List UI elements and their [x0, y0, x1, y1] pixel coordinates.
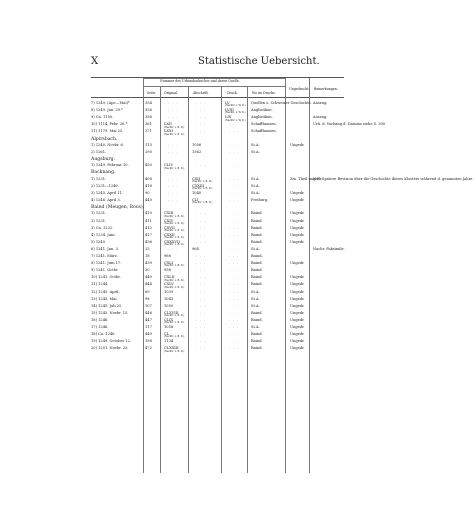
table-row	[91, 282, 345, 289]
row-original: CLIX	[164, 317, 174, 322]
row-page: 361	[145, 122, 152, 127]
row-wo-im-drucke: Baind.	[251, 275, 263, 280]
row-label: 3) 1245. April 11.	[91, 190, 124, 195]
dot-leader: . . .	[229, 339, 239, 344]
row-wo-im-drucke: Baind.	[251, 310, 263, 315]
row-wo-im-drucke: Baind.	[251, 346, 263, 351]
row-ungedruckt: Zm. Theil ungedr.	[290, 176, 323, 181]
row-abschrift: CXXIII	[192, 183, 205, 188]
group-heading-rule	[143, 78, 285, 79]
row-wo-im-drucke: Anglistikon.	[251, 115, 273, 120]
row-wo-im-drucke: St.A.	[251, 246, 260, 251]
dot-leader: . . .	[229, 225, 239, 230]
row-original: 998	[164, 268, 171, 273]
row-source-note: (Nachtr. z. W. D.)	[225, 104, 246, 108]
dot-leader: . . .	[229, 142, 239, 147]
dot-leader: . . .	[229, 332, 239, 337]
row-wo-im-drucke: Schaffhausen.	[251, 129, 277, 134]
row-page: 408	[145, 176, 152, 181]
row-ungedruckt: Ungedr.	[290, 289, 305, 294]
table-row	[91, 325, 345, 332]
row-page: 439	[145, 261, 152, 266]
dot-leader: . . .	[168, 190, 178, 195]
row-page: 410	[145, 211, 152, 216]
table-row	[91, 211, 345, 218]
dot-leader: . . .	[196, 268, 206, 273]
row-original: 1050	[164, 303, 174, 308]
row-label: 15) 1245. Novbr. 15.	[91, 310, 129, 315]
dot-leader: . . .	[229, 246, 239, 251]
row-page: 440	[145, 198, 152, 202]
row-wo-im-drucke: St.A.	[251, 296, 260, 301]
row-page: 447	[145, 317, 152, 322]
table-row	[91, 176, 474, 184]
table-row	[91, 115, 345, 122]
column-header-seite: Seite.	[147, 91, 157, 95]
dot-leader: . . .	[196, 211, 206, 216]
row-wo-im-drucke: Baind.	[251, 268, 263, 273]
page-numeral: X	[91, 56, 99, 67]
group-heading-underline	[143, 86, 285, 87]
dot-leader: . . .	[229, 149, 239, 154]
row-page: 115	[145, 142, 152, 147]
row-wo-im-drucke: Freiburg.	[251, 198, 269, 202]
dot-leader: . . .	[229, 232, 239, 237]
row-wo-im-drucke: Anglistikon.	[251, 108, 273, 113]
row-ungedruckt: Ungedr.	[290, 142, 305, 147]
row-page: 450	[145, 163, 152, 168]
page-title: Statistische Uebersicht.	[198, 56, 320, 67]
row-label: 2) 1261.	[91, 149, 107, 154]
row-abschrift: CXII	[192, 176, 201, 181]
row-label: 20) 1251. Novbr. 25.	[91, 346, 129, 351]
row-original: CXLII	[164, 275, 175, 280]
dot-leader: . . .	[196, 332, 206, 337]
table-row	[91, 233, 345, 240]
row-wo-im-drucke: Baind.	[251, 232, 263, 237]
dot-leader: . . .	[229, 183, 239, 188]
row-label: 1) 1249. Februar 10.	[91, 163, 129, 168]
row-ungedruckt: Ungedr.	[290, 190, 305, 195]
column-header-ungedruckt: Ungedruckt.	[289, 87, 310, 91]
row-wo-im-drucke: St.A.	[251, 325, 260, 329]
row-page: 371	[145, 129, 152, 134]
row-ungedruckt: Ungedr.	[290, 325, 305, 329]
dot-leader: . . .	[196, 296, 206, 301]
row-label: 18) Ca. 1246.	[91, 332, 116, 337]
table-row	[91, 247, 345, 254]
row-label: 6) 1241. Jan. 3.	[91, 246, 119, 251]
row-wo-im-drucke: Baind.	[251, 261, 263, 266]
row-original: CXVII	[164, 225, 175, 230]
row-original: 1043	[164, 296, 174, 301]
table-row	[91, 226, 345, 233]
row-wo-im-drucke: Baind.	[251, 225, 263, 230]
row-wo-im-drucke: St.A.	[251, 176, 260, 181]
row-ungedruckt: Ungedr.	[290, 232, 305, 237]
row-wo-im-drucke: Baind.	[251, 332, 263, 337]
row-wo-im-drucke: Baind.	[251, 218, 263, 223]
table-row	[91, 191, 345, 198]
section-title: Backnang.	[91, 170, 116, 176]
table-row	[91, 311, 345, 318]
dot-leader: . . .	[168, 142, 178, 147]
row-source-note: (Nachtr. z. B. D.)	[164, 285, 185, 289]
row-bemerkungen: Urk. d. Vorhang d. Datums siehe S. 390.	[313, 122, 387, 127]
row-bemerkungen: Auszug.	[313, 101, 328, 105]
row-source-note: (Nachtr. z. B. D.)	[164, 132, 185, 136]
dot-leader: . . .	[168, 149, 178, 154]
row-original: 1058	[164, 325, 174, 329]
dot-leader: . . .	[196, 129, 206, 134]
row-label: 8) 1241. Juni 17.	[91, 261, 122, 266]
row-ungedruckt: Ungedr.	[290, 346, 305, 351]
row-page: 290	[145, 149, 152, 154]
row-source-note: (Nachtr. z. B. D.)	[164, 214, 185, 218]
row-label: 1) 1231.	[91, 211, 107, 216]
row-page: 440	[145, 275, 152, 280]
row-original: CXXII	[164, 232, 175, 237]
row-wo-im-drucke: Baind.	[251, 239, 263, 244]
dot-leader: . . .	[196, 225, 206, 230]
dot-leader: . . .	[229, 254, 239, 258]
row-original: CXXXVII	[164, 239, 180, 244]
row-original: 1134	[164, 339, 174, 344]
row-label: 17) 1246.	[91, 325, 109, 329]
dot-leader: . . .	[229, 129, 239, 134]
row-bemerkungen: Auszug.	[313, 115, 328, 120]
row-ungedruckt: Ungedr.	[290, 239, 305, 244]
row-ungedruckt: Ungedr.	[290, 296, 305, 301]
row-source-note: (Nachtr. z. B. D.)	[164, 264, 185, 268]
dot-leader: . . .	[196, 325, 206, 329]
row-ungedruckt: Ungedr.	[290, 339, 305, 344]
row-original: LXXI	[164, 129, 173, 134]
row-wo-im-drucke: Baind.	[251, 254, 263, 258]
row-wo-im-drucke: St.A.	[251, 142, 260, 147]
table-row	[91, 339, 345, 346]
row-original: 1039	[164, 289, 174, 294]
row-ungedruckt: Ungedr.	[290, 198, 305, 202]
row-wo-im-drucke: St.A.	[251, 303, 260, 308]
row-page: 472	[145, 346, 152, 351]
row-page: 69	[145, 289, 150, 294]
row-label: 2) 1231—1246.	[91, 183, 119, 188]
dot-leader: . . .	[196, 289, 206, 294]
row-ungedruckt: Ungedr.	[290, 261, 305, 266]
row-label: 10) 1241. Octbr.	[91, 275, 121, 280]
dot-leader: . . .	[229, 211, 239, 216]
row-label: 1) 1240. Novbr. 6.	[91, 142, 124, 147]
row-label: 7) 1241. März.	[91, 254, 118, 258]
row-label: 16) 1246.	[91, 317, 109, 322]
row-label: 11) 1179. Mai 25.	[91, 129, 124, 134]
table-row	[91, 122, 387, 129]
row-abschrift: 1040	[192, 190, 202, 195]
dot-leader: . . .	[196, 261, 206, 266]
row-label: 9) Ca. 1150.	[91, 115, 114, 120]
row-wo-im-drucke: Schaffhausen.	[251, 122, 277, 127]
table-row	[91, 297, 345, 304]
row-original: CXIII	[164, 211, 174, 216]
dot-leader: . . .	[196, 310, 206, 315]
table-header-rule	[91, 97, 344, 98]
dot-leader: . . .	[196, 239, 206, 244]
row-page: 356	[145, 108, 152, 113]
row-druck: LIX	[225, 115, 232, 120]
row-wo-im-drucke: Baind.	[251, 317, 263, 322]
row-wo-im-drucke: St.A.	[251, 190, 260, 195]
row-original: CL	[164, 332, 170, 337]
table-row	[91, 332, 345, 339]
column-header-druck: Druck.	[227, 91, 238, 95]
dot-leader: . . .	[168, 101, 178, 105]
row-abschrift: 1056	[192, 142, 202, 147]
section-title: Baind (Meugen, Boos).	[91, 205, 145, 211]
row-ungedruckt: Ungedr.	[290, 275, 305, 280]
row-ungedruckt: Ungedr.	[290, 332, 305, 337]
table-row	[91, 261, 345, 268]
table-row	[91, 304, 345, 311]
table-row	[91, 129, 345, 136]
row-source-note: (Nachtr. z. B. D.)	[192, 180, 213, 184]
table-row	[91, 163, 345, 170]
row-abschrift: CLI	[192, 198, 199, 202]
dot-leader: . . .	[229, 163, 239, 168]
dot-leader: . . .	[229, 198, 239, 202]
row-original: LXII	[164, 122, 172, 127]
row-druck: LVIII	[225, 108, 234, 113]
row-wo-im-drucke: St.A.	[251, 149, 260, 154]
row-source-note: (Nachtr. z. B. D.)	[164, 243, 185, 247]
row-wo-im-drucke: Baind.	[251, 339, 263, 344]
row-page: 354	[145, 101, 152, 105]
table-row	[91, 101, 345, 108]
table-row	[91, 268, 345, 275]
dot-leader: . . .	[196, 339, 206, 344]
row-label: 5) 1240.	[91, 239, 107, 244]
row-source-note: (Nachtr. z. B. D.)	[164, 314, 185, 318]
table-row	[91, 290, 345, 297]
row-ungedruckt: Ungedr.	[290, 282, 305, 287]
row-source-note: (Nachtr. z. B. D.)	[164, 166, 185, 170]
row-page: 90	[145, 190, 150, 195]
row-original: CXLI	[164, 261, 174, 266]
dot-leader: . . .	[229, 310, 239, 315]
row-wo-im-drucke: Quellen z. Schweizer Geschichte.	[251, 101, 312, 105]
row-wo-im-drucke: Baind.	[251, 211, 263, 216]
column-header-abschrift: Abschrift.	[193, 91, 209, 95]
table-row	[91, 150, 345, 157]
dot-leader: . . .	[229, 218, 239, 223]
dot-leader: . . .	[229, 289, 239, 294]
row-ungedruckt: Ungedr.	[290, 211, 305, 216]
dot-leader: . . .	[196, 317, 206, 322]
row-page: 30	[145, 268, 150, 273]
dot-leader: . . .	[229, 190, 239, 195]
row-page: 98	[145, 296, 150, 301]
dot-leader: . . .	[229, 296, 239, 301]
row-page: 117	[145, 325, 152, 329]
dot-leader: . . .	[196, 254, 206, 258]
section-title: Augsburg.	[91, 157, 116, 162]
row-ungedruckt: Ungedr.	[290, 317, 305, 322]
column-header-bemerkungen: Bemerkungen.	[314, 87, 338, 91]
column-header-wo-im-drucke: Wo im Drucke.	[252, 91, 276, 95]
row-label: 4) 1246. April 3.	[91, 198, 121, 202]
table-row	[91, 184, 345, 191]
row-page: 446	[145, 310, 152, 315]
dot-leader: . . .	[229, 176, 239, 181]
table-row	[91, 198, 345, 205]
dot-leader: . . .	[229, 303, 239, 308]
row-source-note: (Nachtr. z. B. D.)	[164, 278, 185, 282]
row-source-note: (Nachtr. z. B. D.)	[164, 228, 185, 232]
row-label: 10) 1114. Febr. 26.*	[91, 122, 128, 127]
row-label: 4) 1234. Juni.	[91, 232, 116, 237]
row-source-note: (Nachtr. z. B. D.)	[164, 236, 185, 240]
row-original: CLXVIII	[164, 310, 179, 315]
row-label: 11) 1244.	[91, 282, 109, 287]
dot-leader: . . .	[196, 282, 206, 287]
row-label: 13) 1245. Mai.	[91, 296, 118, 301]
dot-leader: . . .	[229, 282, 239, 287]
section-title: Alpirsbach.	[91, 136, 118, 142]
dot-leader: . . .	[168, 176, 178, 181]
table-row	[91, 219, 345, 226]
dot-leader: . . .	[168, 115, 178, 120]
table-row	[91, 346, 345, 353]
row-page: 188	[145, 339, 152, 344]
dot-leader: . . .	[196, 303, 206, 308]
row-source-note: (Nachtr. z. W. D.)	[225, 111, 246, 115]
table-row	[91, 275, 345, 282]
row-source-note: (Nachtr. z. W. D.)	[225, 118, 246, 122]
dot-leader: . . .	[229, 268, 239, 273]
row-page: 412	[145, 225, 152, 230]
row-page: 417	[145, 232, 152, 237]
row-source-note: (Nachtr. z. B. D.)	[164, 125, 185, 129]
row-label: 3) Ca. 1232.	[91, 225, 114, 230]
row-source-note: (Nachtr. z. B. D.)	[164, 321, 185, 325]
row-original: CLIV	[164, 163, 174, 168]
dot-leader: . . .	[229, 325, 239, 329]
table-row	[91, 108, 345, 115]
row-druck: LV	[225, 101, 230, 105]
column-header-original: Original.	[164, 91, 179, 95]
dot-leader: . . .	[229, 122, 239, 127]
row-page: 444	[145, 282, 152, 287]
row-original: CLXXIII	[164, 346, 179, 351]
dot-leader: . . .	[196, 115, 206, 120]
row-label: 7) 1249. (Apr.—Mai)*	[91, 101, 130, 105]
row-label: 9) 1241. Octbr.	[91, 268, 119, 273]
dot-leader: . . .	[196, 218, 206, 223]
row-label: 14) 1245. Juli 25.	[91, 303, 123, 308]
dot-leader: . . .	[229, 317, 239, 322]
row-label: 8) 1249. Jan. 29.*	[91, 108, 123, 113]
row-label: 1) 1231.	[91, 176, 107, 181]
row-abschrift: 964	[192, 246, 199, 251]
row-bemerkungen: N.B. Spätere Revision über die Geschichte dieses Klosters während d. genannten Jahre.	[313, 176, 474, 181]
row-source-note: (Nachtr. z. B. D.)	[164, 335, 185, 339]
row-page: 418	[145, 183, 152, 188]
row-ungedruckt: Ungedr.	[290, 303, 305, 308]
row-ungedruckt: Ungedr.	[290, 310, 305, 315]
row-wo-im-drucke: St.A.	[251, 289, 260, 294]
row-label: 12) 1245. April.	[91, 289, 120, 294]
row-abschrift: 1562	[192, 149, 202, 154]
row-label: 2) 1231.	[91, 218, 107, 223]
row-page: 436	[145, 239, 152, 244]
dot-leader: . . .	[229, 261, 239, 266]
dot-leader: . . .	[168, 183, 178, 188]
dot-leader: . . .	[229, 346, 239, 351]
row-wo-im-drucke: Baind.	[251, 282, 263, 287]
dot-leader: . . .	[168, 198, 178, 202]
dot-leader: . . .	[196, 275, 206, 280]
table-row	[91, 143, 345, 150]
row-page: 25	[145, 246, 150, 251]
row-original: CXLV	[164, 282, 174, 287]
row-source-note: (Nachtr. z. B. D.)	[164, 349, 185, 353]
row-original: 968	[164, 254, 171, 258]
dot-leader: . . .	[196, 232, 206, 237]
dot-leader: . . .	[196, 108, 206, 113]
dot-leader: . . .	[229, 275, 239, 280]
row-page: 107	[145, 303, 152, 308]
row-ungedruckt: Ungedr.	[290, 218, 305, 223]
table-row	[91, 240, 345, 247]
table-row	[91, 318, 345, 325]
row-page: 356	[145, 115, 152, 120]
table-row	[91, 254, 345, 261]
row-page: 411	[145, 218, 152, 223]
row-bemerkungen: Nachr. Faksimile.	[313, 246, 345, 251]
column-group-heading: Nummer des Urkundenbuches und deren Quelle.	[160, 79, 240, 83]
dot-leader: . . .	[168, 108, 178, 113]
dot-leader: . . .	[196, 122, 206, 127]
row-original: CXIV	[164, 218, 174, 223]
row-source-note: (Nachtr. z. B. D.)	[164, 221, 185, 225]
dot-leader: . . .	[168, 246, 178, 251]
row-label: 19) 1249. October 12.	[91, 339, 132, 344]
row-source-note: (Nachtr. z. B. D.)	[192, 187, 213, 191]
dot-leader: . . .	[196, 346, 206, 351]
dot-leader: . . .	[229, 239, 239, 244]
row-source-note: (Nachtr. z. B. D.)	[192, 201, 213, 205]
dot-leader: . . .	[196, 163, 206, 168]
row-page: 18	[145, 254, 150, 258]
row-wo-im-drucke: St.A.	[251, 183, 260, 188]
dot-leader: . . .	[196, 101, 206, 105]
row-ungedruckt: Ungedr.	[290, 225, 305, 230]
row-page: 449	[145, 332, 152, 337]
